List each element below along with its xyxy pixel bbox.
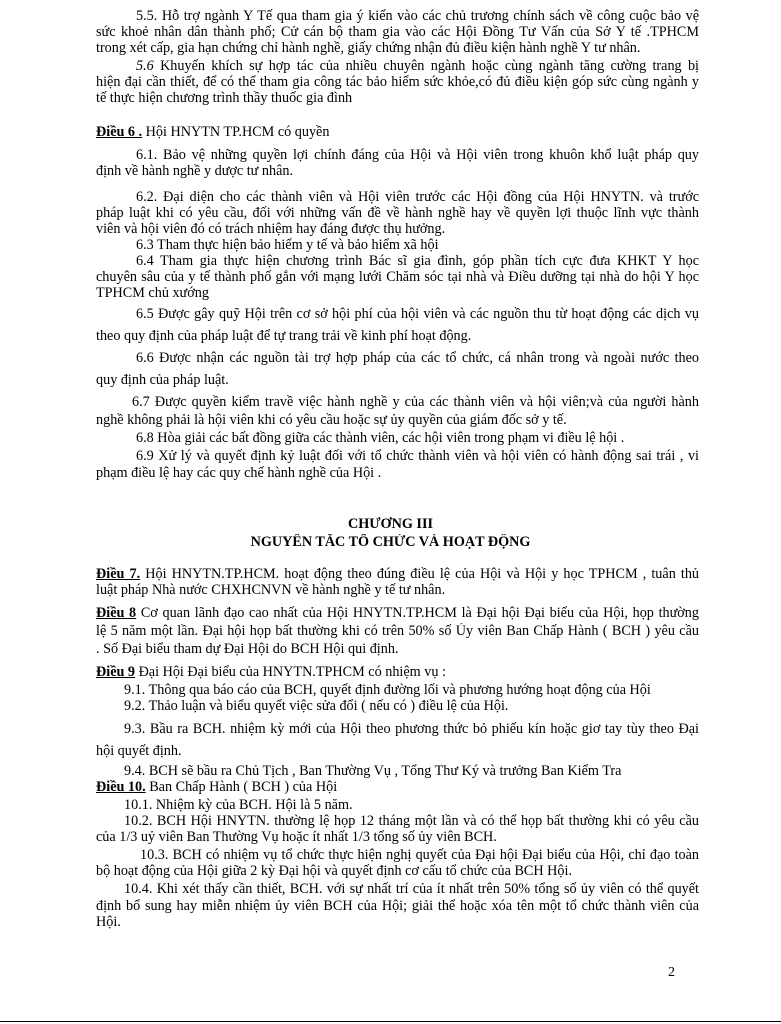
line-text: 10.4. Khi xét thấy cần thiết, BCH. với sự nhất trí của ít nhất trên 50% tổng số ủy viên có thể quyết [124, 881, 699, 897]
text-line [96, 74, 699, 91]
text-line [96, 641, 699, 658]
article-label: Điều 10. [96, 779, 146, 795]
text-line [136, 147, 699, 164]
text-line [96, 372, 699, 389]
line-text: Cơ quan lãnh đạo cao nhất của Hội HNYTN.TP.HCM là Đại hội Đại biểu của Hội, họp thường [140, 605, 699, 621]
line-text: 9.2. Thảo luận và biểu quyết việc sửa đổi ( nếu có ) điều lệ của Hội. [124, 698, 509, 714]
text-line [136, 8, 699, 25]
line-text: TPHCM chủ xướng [96, 285, 209, 301]
text-line [96, 898, 699, 915]
chapter-subtitle: NGUYÊN TẮC TỔ CHỨC VÀ HOẠT ĐỘNG [250, 534, 531, 550]
text-line [96, 205, 699, 222]
article-label: Điều 9 [96, 664, 136, 680]
line-text: 6.7 Được quyền kiểm travề việc hành nghề y của các thành viên và hội viên;và của người hành [132, 394, 699, 410]
line-text: hiện đại cần thiết, để có thể tham gia công tác bảo hiểm sức khỏe,có đủ điều kiện góp sức cùng ngành y [96, 74, 699, 90]
line-text: Đại Hội Đại biểu của HNYTN.TPHCM có nhiệm vụ : [138, 664, 446, 680]
text-line [96, 40, 699, 57]
text-line [136, 306, 699, 323]
line-text: tế thực hiện chương trình thầy thuốc gia đình [96, 90, 353, 106]
text-line [136, 189, 699, 206]
line-text: của 1/3 uỷ viên Ban Thường Vụ hoặc ít nhất 1/3 tổng số ủy viên BCH. [96, 829, 497, 845]
text-line [132, 394, 699, 411]
line-text: định về hành nghề y dược tư nhân. [96, 163, 294, 179]
text-line [124, 763, 699, 780]
text-line [96, 328, 699, 345]
line-text: 6.5 Được gây quỹ Hội trên cơ sở hội phí của hội viên và các nguồn thu từ hoạt động các dịch vụ [136, 306, 699, 322]
line-text: 5.5. Hỗ trợ ngành Y Tế qua tham gia ý kiến vào các chủ trương chính sách về công cuộc bảo vệ [136, 8, 699, 24]
article-label: Điều 7. [96, 566, 141, 582]
article-heading-line [96, 566, 699, 583]
clause-number: 5.6 [136, 58, 154, 74]
page-number: 2 [668, 965, 675, 980]
text-line [96, 221, 699, 238]
text-line [96, 863, 699, 880]
line-text: 10.1. Nhiệm kỳ của BCH. Hội là 5 năm. [124, 797, 353, 813]
text-line [96, 285, 699, 302]
page-bottom-rule [0, 1021, 781, 1022]
text-line [136, 350, 699, 367]
article-heading-line [96, 124, 699, 141]
line-text: bộ hoạt động của Hội giữa 2 kỳ Đại hội và quyết định cơ cấu tổ chức của BCH Hội. [96, 863, 572, 879]
line-text: 10.2. BCH Hội HNYTN. thường lệ họp 12 tháng một lần và có thể họp bất thường khi có yêu cầu [124, 813, 699, 829]
text-line [124, 813, 699, 830]
line-text: theo quy định của pháp luật để tự trang trải về kinh phí hoạt động. [96, 328, 472, 344]
line-text: 6.1. Bảo vệ những quyền lợi chính đáng của Hội và Hội viên trong khuôn khổ luật pháp quy [136, 147, 699, 163]
line-text: 6.4 Tham gia thực hiện chương trình Bác sĩ gia đình, góp phần tích cực đưa KHKT Y học [136, 253, 699, 269]
line-text: quy định của pháp luật. [96, 372, 229, 388]
line-text: Khuyến khích sự hợp tác của nhiều chuyên ngành hoặc cùng ngành tăng cường trang bị [160, 58, 699, 74]
line-text: 6.6 Được nhận các nguồn tài trợ hợp pháp của các tổ chức, cá nhân trong và ngoài nước theo [136, 350, 699, 366]
line-text: pháp luật khi có yêu cầu, đối với những vấn đề về hành nghề hay về quyền lợi thuộc lĩnh vực thành [96, 205, 699, 221]
line-text: Hội HNYTN.TP.HCM. hoạt động theo đúng điều lệ của Hội và Hội y học TPHCM , tuân thủ [145, 566, 699, 582]
article-heading-line [96, 779, 699, 796]
text-line [96, 412, 699, 429]
text-line [96, 269, 699, 286]
line-text: 6.2. Đại diện cho các thành viên và Hội viên trước các Hội đồng của Hội HNYTN. và trước [136, 189, 699, 205]
line-text: Hội HNYTN TP.HCM có quyền [145, 124, 330, 140]
text-line [124, 797, 699, 814]
text-line [96, 163, 699, 180]
text-line [96, 90, 699, 107]
line-text: Hội. [96, 914, 121, 930]
text-line [96, 743, 699, 760]
text-line [96, 465, 699, 482]
line-text: nghề không phải là hội viên khi có yêu cầu hoặc sự ủy quyền của giám đốc sở y tế. [96, 412, 567, 428]
line-text: Ban Chấp Hành ( BCH ) của Hội [149, 779, 338, 795]
line-text: hội quyết định. [96, 743, 182, 759]
line-text: lệ 5 năm một lần. Đại hội họp bất thường khi có trên 50% số Ủy viên Ban Chấp Hành ( BCH ) yêu cầu [96, 623, 699, 639]
article-heading-line [96, 664, 699, 681]
line-text: luật pháp Nhà nước CHXHCNVN về hành nghề y tế tư nhân. [96, 582, 446, 598]
text-line [96, 582, 699, 599]
article-label: Điều 8 [96, 605, 137, 621]
text-line [136, 237, 699, 254]
article-label: Điều 6 . [96, 124, 143, 140]
line-text: định bổ sung hay miễn nhiệm ủy viên BCH của Hội; giải thể hoặc xóa tên một tổ chức thành viên của [96, 898, 699, 914]
chapter-title: CHƯƠNG III [347, 516, 433, 532]
line-text: 6.8 Hòa giải các bất đồng giữa các thành viên, các hội viên trong phạm vi điều lệ hội . [136, 430, 625, 446]
line-text: viên và hội viên đó có trách nhiệm hay đáng được thụ hưởng. [96, 221, 446, 237]
line-text: . Số Đại biểu tham dự Đại Hội do BCH Hội qui định. [96, 641, 399, 657]
text-line [96, 829, 699, 846]
text-line [136, 430, 699, 447]
line-text: 6.9 Xử lý và quyết định kỷ luật đối với tổ chức thành viên và hội viên có hành động sai trái , vi [136, 448, 699, 464]
text-line [124, 682, 699, 699]
line-text: 9.4. BCH sẽ bầu ra Chủ Tịch , Ban Thường Vụ , Tổng Thư Ký và trưởng Ban Kiểm Tra [124, 763, 622, 779]
line-text: 9.1. Thông qua báo cáo của BCH, quyết định đường lối và phương hướng hoạt động của Hội [124, 682, 651, 698]
text-line [96, 623, 699, 640]
text-line [136, 58, 699, 75]
text-line [124, 881, 699, 898]
text-line [124, 721, 699, 738]
line-text: 6.3 Tham thực hiện bảo hiểm y tế và bảo hiểm xã hội [136, 237, 439, 253]
line-text: trong xét cấp, gia hạn chứng chỉ hành nghề, giấy chứng nhận đủ điều kiện hành nghề Y tư nhân. [96, 40, 641, 56]
text-line [96, 914, 699, 931]
text-line [136, 448, 699, 465]
text-line [140, 847, 699, 864]
line-text: 10.3. BCH có nhiệm vụ tổ chức thực hiện nghị quyết của Đại hội Đại biểu của Hội, chỉ đạo toàn [140, 847, 699, 863]
line-text: chuyên sâu của y tế thành phố gắn với mạng lưới Chăm sóc tại nhà và Điều dưỡng tại nhà do hội Y học [96, 269, 699, 285]
article-heading-line [96, 605, 699, 622]
line-text: phạm điều lệ hay các quy chế hành nghề của Hội . [96, 465, 382, 481]
line-text: 9.3. Bầu ra BCH. nhiệm kỳ mới của Hội theo phương thức bỏ phiếu kín hoặc giơ tay tùy theo Đại [124, 721, 699, 737]
text-line [136, 253, 699, 270]
line-text: sức khoẻ nhân dân thành phố; Cử cán bộ tham gia vào các Hội Đồng Tư Vấn của Sở Y tế .TPHCM [96, 24, 699, 40]
text-line [124, 698, 699, 715]
text-line [96, 24, 699, 41]
